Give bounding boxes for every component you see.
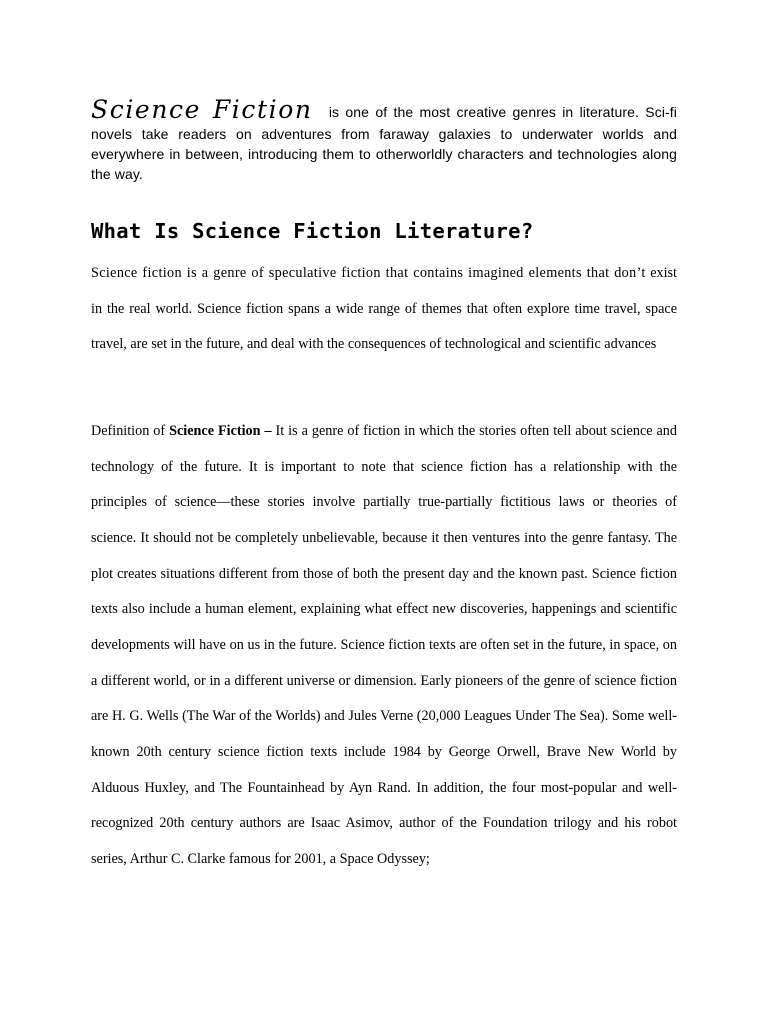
paragraph-definition — [91, 414, 677, 878]
definition-prefix: Definition of — [91, 423, 166, 439]
paragraph-overview-body: exist in the real world. Science fiction spans a wide range of themes that often explore time travel, space travel, are set in the future, and deal with the consequences of technological and scientific advances — [91, 265, 677, 353]
paragraph-overview-first-line: Science fiction is a genre of speculative fiction that contains imagined elements that don’t — [91, 265, 646, 281]
intro-title: Science Fiction — [91, 95, 313, 124]
paragraph-overview — [91, 256, 677, 363]
section-heading: What Is Science Fiction Literature? — [91, 219, 534, 243]
definition-term: Science Fiction – — [169, 423, 272, 439]
definition-text: It is a genre of fiction in which the stories often tell about science and technology of the future. It is important to note that science fiction has a relationship with the principles of science—these stories involve partially true-partially fictitious laws or theories of science. It should not be completely unbelievable, because it then ventures into the genre fantasy. The plot creates situations different from those of both the present day and the known past. Science fiction texts also include a human element, explaining what effect new discoveries, happenings and scientific developments will have on us in the future. Science fiction texts are often set in the future, in space, on a different world, or in a different universe or dimension. Early pioneers of the genre of science fiction are H. G. Wells (The War of the Worlds) and Jules Verne (20,000 Leagues Under The Sea). Some well-known 20th century science fiction texts include 1984 by George Orwell, Brave New World by Alduous Huxley, and The Fountainhead by Ayn Rand. In addition, the four most-popular and well-recognized 20th century authors are Isaac Asimov, author of the Foundation trilogy and his robot series, Arthur C. Clarke famous for 2001, a Space Odyssey; — [91, 423, 677, 867]
intro-paragraph — [91, 96, 677, 184]
intro-text: is one of the most creative genres in literature. Sci-fi novels take readers on adventures from faraway galaxies to underwater worlds and everywhere in between, introducing them to otherworldly characters and technologies along the way. — [91, 104, 677, 182]
